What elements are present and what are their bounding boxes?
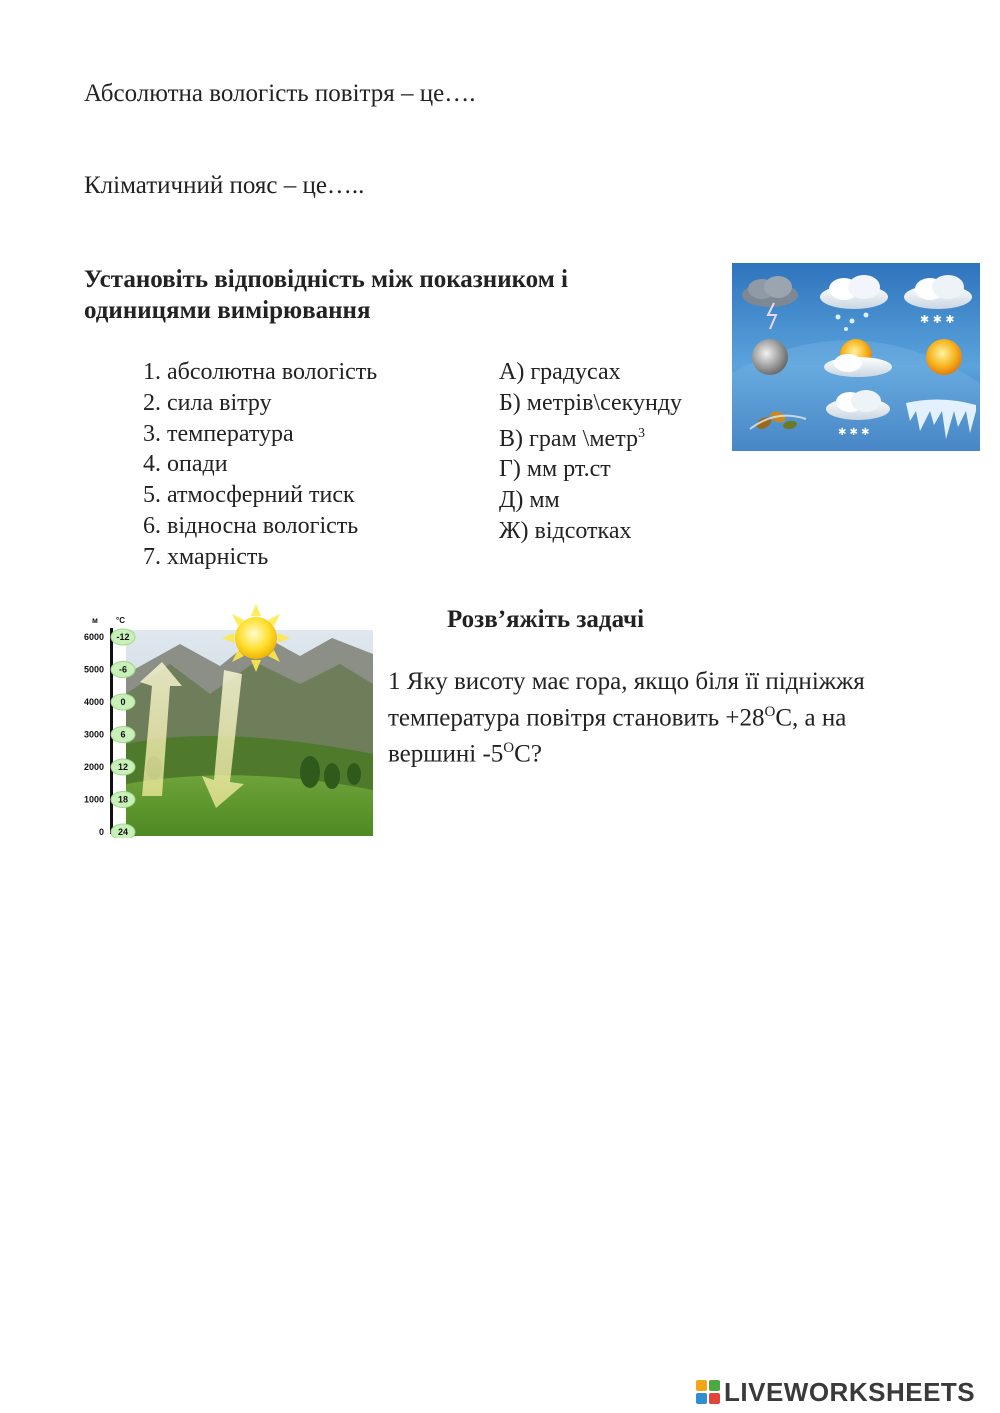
svg-text:✱ ✱ ✱: ✱ ✱ ✱ (920, 313, 955, 326)
list-item: 7. хмарність (143, 543, 269, 570)
svg-text:✱ ✱ ✱: ✱ ✱ ✱ (838, 427, 870, 438)
task-1-line3-end: С? (514, 740, 542, 768)
altitude-temperature-figure (70, 604, 375, 838)
degree-superscript: О (503, 740, 515, 757)
list-item (499, 419, 682, 455)
weather-icons-image (732, 263, 980, 451)
scale-temperature-label: -6 (118, 664, 128, 675)
scale-temperature-label: 24 (117, 827, 129, 837)
list-item: Г) мм рт.ст (499, 456, 611, 483)
unit-superscript: 3 (637, 425, 645, 441)
list-item: 4. опади (143, 451, 228, 478)
task-1-line2-text: температура повітря становить +28 (388, 704, 765, 732)
list-item: А) градусах (499, 359, 621, 385)
list-item: Ж) відсотках (499, 517, 632, 544)
units-list (499, 357, 682, 547)
scale-header-m: м (92, 616, 98, 625)
scale-height-label: 4000 (83, 697, 104, 707)
scale-temperature-label: 18 (117, 794, 129, 805)
definition-climate-zone: Кліматичний пояс – це….. (84, 172, 365, 199)
list-item: 1. абсолютна вологість (143, 359, 378, 385)
list-item: 5. атмосферний тиск (143, 482, 355, 509)
scale-height-label: 3000 (83, 729, 104, 740)
list-item: Б) метрів\секунду (499, 389, 683, 416)
matching-title-line1: Установіть відповідність між показником і (84, 266, 568, 293)
indicators-list (143, 357, 377, 573)
scale-height-label: 5000 (83, 664, 104, 675)
scale-temperature-label: 12 (117, 762, 129, 772)
brand-name: LIVEWORKSHEETS (724, 1377, 976, 1407)
unit-text: В) грам \метр (499, 425, 638, 452)
task-1-line1: 1 Яку висоту має гора, якщо біля її підніжжя (388, 668, 865, 695)
list-item: Д) мм (499, 487, 560, 514)
liveworksheets-logo-icon (696, 1380, 720, 1404)
matching-title (84, 264, 568, 326)
scale-height-label: 2000 (83, 762, 104, 772)
scale-temperature-label: 0 (120, 697, 126, 707)
task-1-line2-end: С, а на (775, 704, 847, 732)
scale-height-label: 6000 (83, 632, 104, 642)
list-item: 2. сила вітру (143, 389, 272, 416)
task-1 (388, 666, 865, 770)
scale-temperature-label: -12 (116, 632, 130, 642)
scale-header-c: °C (116, 616, 125, 625)
list-item: 3. температура (143, 420, 294, 447)
liveworksheets-brand[interactable] (696, 1374, 996, 1408)
scale-temperature-label: 6 (120, 729, 126, 740)
scale-height-label: 1000 (83, 794, 104, 805)
task-1-line3-text: вершині -5 (388, 740, 504, 768)
matching-title-line2: одиницями вимірювання (84, 297, 371, 324)
task-1-line2 (388, 697, 865, 733)
degree-superscript: О (764, 704, 776, 720)
task-1-line3 (388, 733, 865, 769)
list-item: 6. відносна вологість (143, 512, 359, 539)
scale-height-label: 0 (98, 827, 104, 837)
tasks-heading: Розв’яжіть задачі (447, 606, 645, 633)
definition-absolute-humidity: Абсолютна вологість повітря – це…. (84, 80, 476, 107)
